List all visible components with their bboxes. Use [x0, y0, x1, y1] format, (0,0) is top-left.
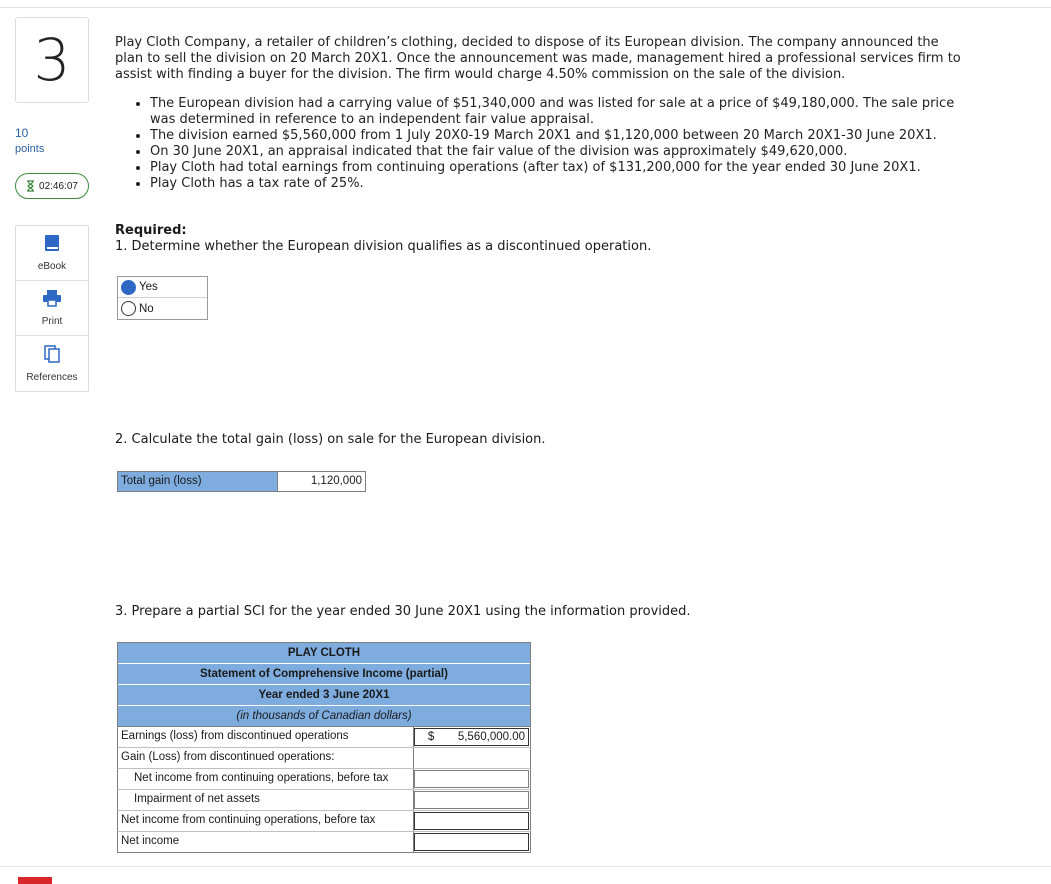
question-number-box: [15, 17, 89, 103]
sci-units: (in thousands of Canadian dollars): [118, 706, 530, 727]
bullet-item: • The division earned $5,560,000 from 1 July 20X0-19 March 20X1 and $1,120,000 between 20 March 20X1-30 June 20X1.: [150, 128, 963, 144]
problem-bullets: [133, 96, 963, 192]
sci-amount-input[interactable]: [414, 833, 529, 851]
bottom-divider: [0, 866, 1051, 867]
references-icon: [43, 345, 61, 366]
sci-amount-input[interactable]: [414, 791, 529, 809]
required-heading: Required:: [115, 223, 187, 238]
print-button[interactable]: [16, 281, 88, 336]
question-2-text: 2. Calculate the total gain (loss) on sale for the European division.: [115, 432, 546, 447]
sci-amount-input[interactable]: [414, 770, 529, 788]
ebook-button[interactable]: [16, 226, 88, 281]
question-1-text: 1. Determine whether the European division qualifies as a discontinued operation.: [115, 239, 652, 254]
sci-row-label[interactable]: Net income: [118, 832, 414, 852]
references-button[interactable]: [16, 336, 88, 391]
sci-amount: 5,560,000.00: [457, 731, 525, 743]
radio-selected-icon[interactable]: [121, 280, 136, 295]
total-gain-row: [117, 471, 366, 492]
sci-row-label: Gain (Loss) from discontinued operations:: [118, 748, 414, 768]
bullet-item: • Play Cloth has a tax rate of 25%.: [150, 176, 963, 192]
radio-label-yes: Yes: [139, 281, 158, 293]
sci-row-label[interactable]: Impairment of net assets: [118, 790, 414, 810]
printer-icon: [42, 289, 62, 310]
yes-no-radio-group: [117, 276, 208, 320]
currency-symbol: $: [427, 731, 435, 743]
sci-row: [117, 727, 531, 748]
bullet-item: • The European division had a carrying value of $51,340,000 and was listed for sale at a price of $49,180,000. The sale price was determined in reference to an independent fair value appraisal.: [150, 96, 963, 128]
timer-badge[interactable]: [15, 173, 89, 199]
sci-empty-cell: [414, 748, 530, 768]
sci-row: [117, 832, 531, 853]
radio-label-no: No: [139, 302, 154, 315]
sci-header: [117, 642, 531, 727]
sci-row: [117, 769, 531, 790]
tool-panel: [15, 225, 89, 392]
total-gain-input[interactable]: 1,120,000: [278, 472, 365, 491]
bullet-item: • Play Cloth had total earnings from continuing operations (after tax) of $131,200,000 for the year ended 30 June 20X1.: [150, 160, 963, 176]
radio-unselected-icon[interactable]: [121, 301, 136, 316]
sci-row: [117, 748, 531, 769]
radio-option-no[interactable]: [118, 298, 207, 319]
question-3-text: 3. Prepare a partial SCI for the year ended 30 June 20X1 using the information provided.: [115, 604, 691, 619]
top-divider: [0, 7, 1051, 8]
sci-company: PLAY CLOTH: [118, 643, 530, 664]
sci-amount-input[interactable]: [414, 728, 529, 746]
sci-title: Statement of Comprehensive Income (partial): [118, 664, 530, 685]
sci-table: [117, 642, 531, 853]
book-icon: [43, 234, 61, 255]
hourglass-icon: [26, 180, 35, 192]
ebook-label: eBook: [37, 261, 67, 272]
sci-row: [117, 790, 531, 811]
points-label: points: [15, 143, 45, 155]
points-value: 10: [15, 126, 29, 140]
sci-row-label[interactable]: Net income from continuing operations, before tax: [118, 769, 414, 789]
sci-amount-input[interactable]: [414, 812, 529, 830]
print-label: Print: [41, 316, 63, 327]
question-number: 3: [33, 26, 71, 94]
bullet-item: • On 30 June 20X1, an appraisal indicated that the fair value of the division was approximately $49,620,000.: [150, 144, 963, 160]
references-label: References: [26, 371, 78, 383]
brand-logo: [18, 877, 52, 884]
sci-row: [117, 811, 531, 832]
sci-row-label[interactable]: Net income from continuing operations, before tax: [118, 811, 414, 831]
sci-row-label[interactable]: Earnings (loss) from discontinued operations: [118, 727, 414, 747]
radio-option-yes[interactable]: [118, 277, 207, 298]
sci-period: Year ended 3 June 20X1: [118, 685, 530, 706]
timer-text: 02:46:07: [39, 180, 78, 192]
total-gain-label: Total gain (loss): [118, 472, 278, 491]
problem-intro: Play Cloth Company, a retailer of children’s clothing, decided to dispose of its European division. The company announced the plan to sell the division on 20 March 20X1. Once the announcement was made, management hired a professional services firm to assist with finding a buyer for the division. The firm would charge 4.50% commission on the sale of the division.: [115, 35, 961, 82]
